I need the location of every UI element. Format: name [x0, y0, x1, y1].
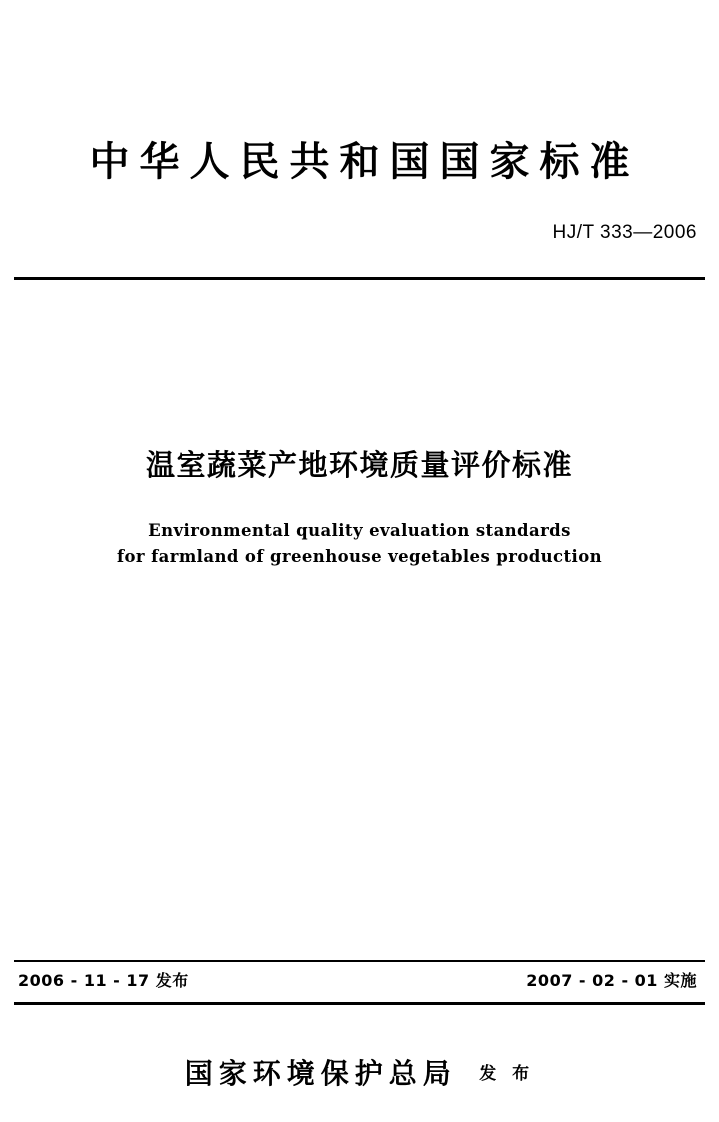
document-title-chinese: 温室蔬菜产地环境质量评价标准 [145, 448, 573, 482]
footer-divider-rule-bottom [14, 1002, 705, 1005]
effective-date: 2007 - 02 - 01 实施 [526, 971, 697, 990]
document-title-english [0, 518, 719, 570]
document-title-english-line1: Environmental quality evaluation standards [148, 521, 571, 540]
national-standard-heading: 中华人民共和国国家标准 [89, 139, 640, 185]
header-divider-rule [14, 277, 705, 280]
issuer-name: 国家环境保护总局 [184, 1057, 457, 1090]
issue-date: 2006 - 11 - 17 发布 [18, 971, 189, 990]
issuer-action: 发 布 [479, 1064, 535, 1084]
standard-number: HJ/T 333—2006 [552, 222, 697, 243]
document-title-english-line2: for farmland of greenhouse vegetables production [117, 547, 602, 566]
issuer-block [0, 1052, 719, 1092]
footer-divider-rule-top [14, 960, 705, 962]
